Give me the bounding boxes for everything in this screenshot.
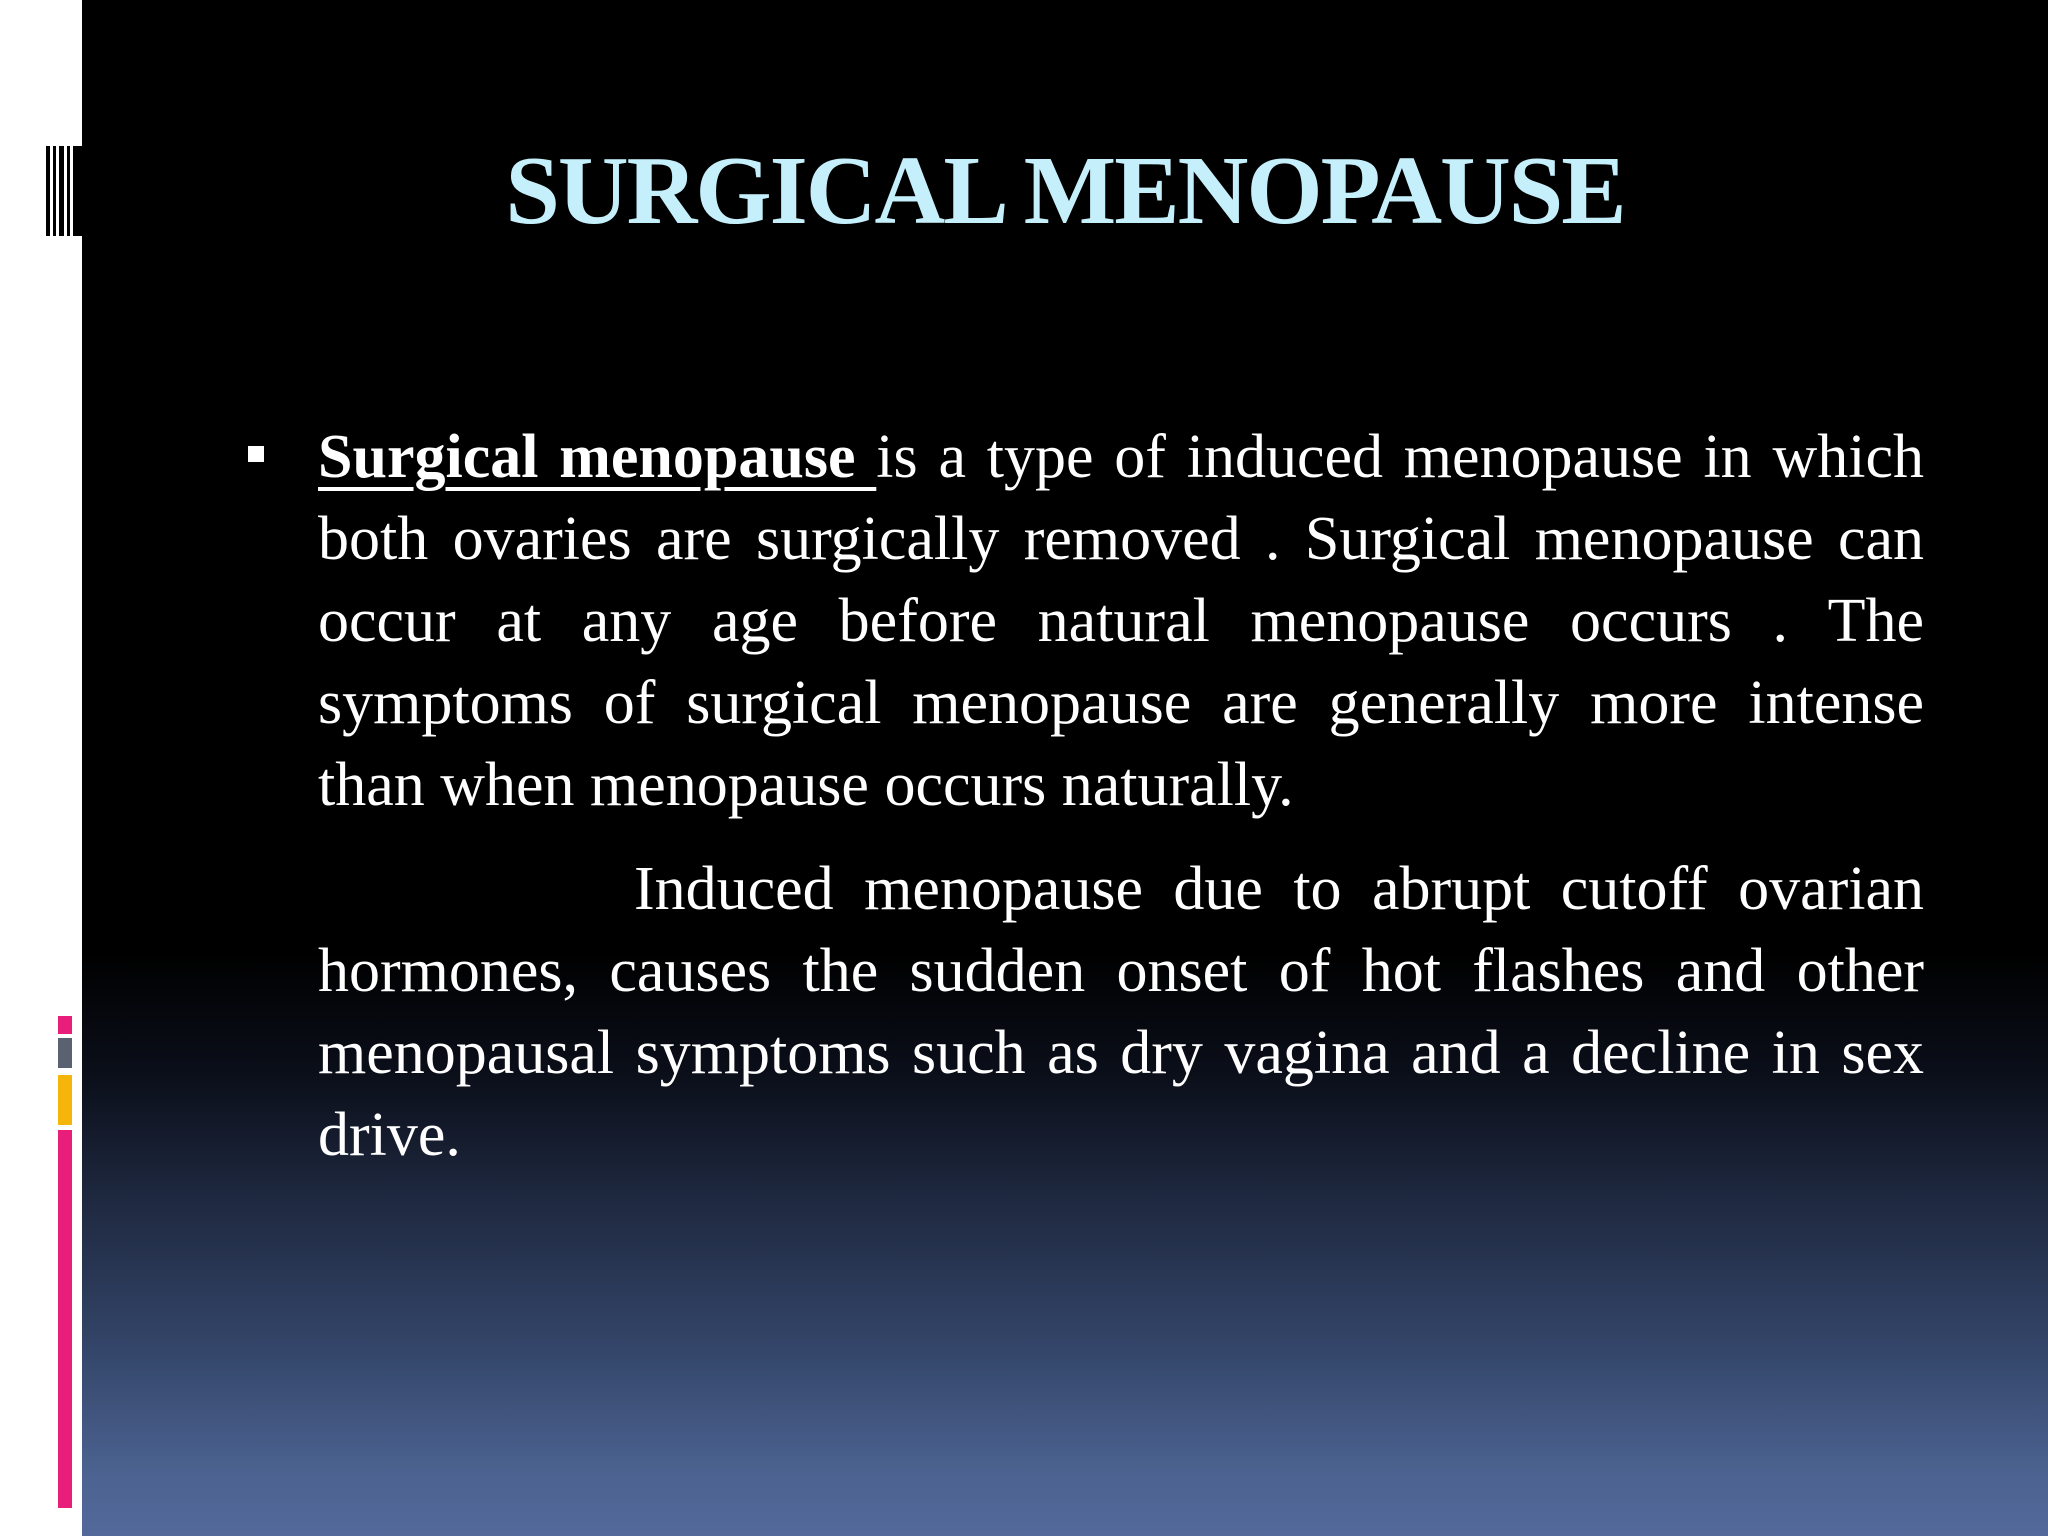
accent-bar-pink-top (58, 1016, 72, 1034)
paragraph-text: Induced menopause due to abrupt cutoff ovarian hormones, causes the sudden onset of hot flashes and other menopausal symptoms such as dry vagina and a decline in sex drive. (318, 855, 1924, 1169)
accent-bar-gray (58, 1038, 72, 1068)
paragraph-text: is a type of induced menopause in which both ovaries are surgically removed . Surgical menopause can occur at any age before natural menopause occurs . The symptoms of surgical menopause are generally more intense than when menopause occurs naturally. (318, 423, 1924, 819)
slide-body (318, 416, 1924, 1176)
accent-bar-gold (58, 1075, 72, 1125)
left-decorative-strip (0, 0, 82, 1536)
continuation-paragraph (318, 848, 1924, 1176)
key-term: Surgical menopause (318, 423, 877, 491)
square-bullet-icon (248, 446, 264, 462)
slide-title: SURGICAL MENOPAUSE (505, 137, 1625, 245)
barcode-decoration (46, 146, 82, 236)
accent-bar-pink (58, 1130, 72, 1508)
bullet-paragraph (318, 416, 1924, 826)
